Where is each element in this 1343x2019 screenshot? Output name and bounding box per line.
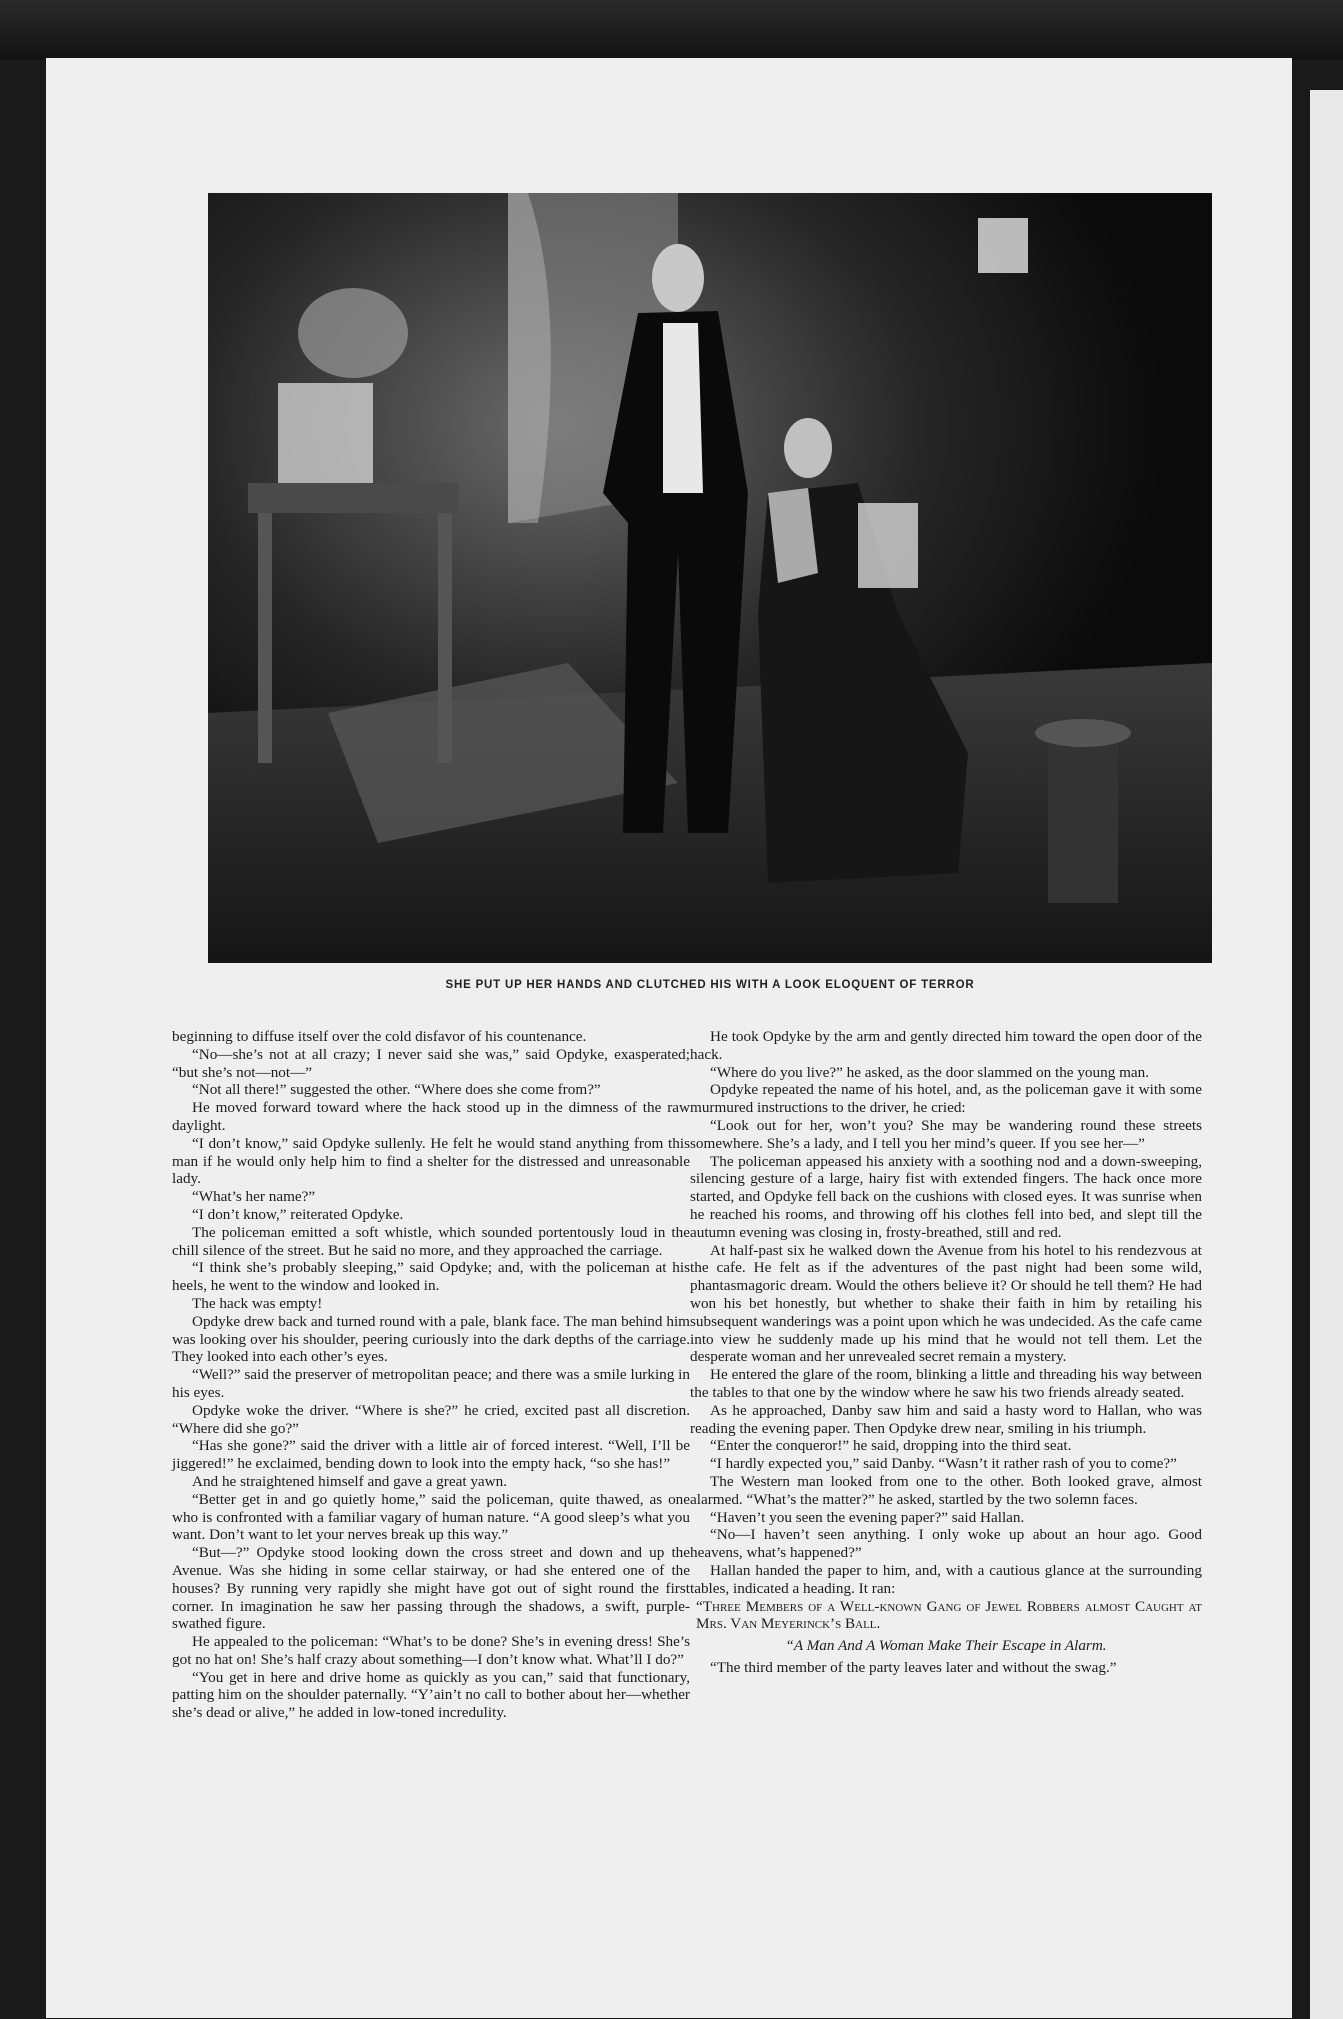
paragraph: “I don’t know,” reiterated Opdyke.: [192, 1205, 404, 1223]
paragraph: “But—?” Opdyke stood looking down the cross street and down and up the Avenue. Was she hiding in some cellar stairway, or had she entered one of the houses? By running very rapidly she might have got out of sight round the first corner. In imagination he saw her passing through the shadows, a swift, purple-swathed figure.: [172, 1544, 690, 1633]
left-column: [172, 1028, 690, 1722]
paragraph: The policeman emitted a soft whistle, which sounded portentously loud in the chill silence of the street. But he said no more, and they approached the carriage.: [172, 1223, 690, 1259]
paragraph: “The third member of the party leaves later and without the swag.”: [710, 1658, 1117, 1676]
paragraph: “Enter the conqueror!” he said, dropping into the third seat.: [710, 1437, 1072, 1455]
paragraph: “What’s her name?”: [192, 1188, 316, 1206]
paragraph: “I hardly expected you,” said Danby. “Wasn’t it rather rash of you to come?”: [710, 1455, 1177, 1473]
paragraph: beginning to diffuse itself over the cold disfavor of his countenance.: [172, 1028, 587, 1045]
paragraph: He appealed to the policeman: “What’s to be done? She’s in evening dress! She’s got no hat on! She’s half crazy about something—I don’t know what. What’ll I do?”: [172, 1633, 690, 1668]
paragraph: “I don’t know,” said Opdyke sullenly. He felt he would stand anything from this man if he would only help him to find a shelter for the distressed and unreasonable lady.: [172, 1134, 690, 1188]
paragraph: “No—I haven’t seen anything. I only woke up about an hour ago. Good heavens, what’s happened?”: [690, 1526, 1202, 1562]
paragraph: The policeman appeased his anxiety with a soothing nod and a down-sweeping, silencing gesture of a large, hairy fist with extended fingers. The hack once more started, and Opdyke fell back on the cushions with closed eyes. It was sunrise when he reached his rooms, and throwing off his clothes fell into bed, and slept till the autumn evening was closing in, frosty-breathed, still and red.: [690, 1152, 1202, 1241]
paragraph: “Well?” said the preserver of metropolitan peace; and there was a smile lurking in his eyes.: [172, 1366, 690, 1401]
paragraph: “Haven’t you seen the evening paper?” said Hallan.: [710, 1508, 1025, 1526]
newspaper-headline: “Three Members of a Well-known Gang of Jewel Robbers almost Caught at Mrs. Van Meyerinck’s Ball.: [696, 1597, 1202, 1633]
paragraph: “Where do you live?” he asked, as the door slammed on the young man.: [710, 1063, 1150, 1081]
scan-border: [0, 0, 1343, 60]
paragraph: “Better get in and go quietly home,” said the policeman, quite thawed, as one who is confronted with a familiar vagary of human nature. “A good sleep’s what you want. Don’t want to let your nerves break up this way.”: [172, 1490, 690, 1544]
paragraph: The hack was empty!: [192, 1294, 323, 1312]
illustration-man-and-woman-icon: [208, 193, 1212, 963]
paragraph: He moved forward toward where the hack stood up in the dimness of the raw daylight.: [172, 1099, 690, 1134]
paragraph: “Look out for her, won’t you? She may be wandering round these streets somewhere. She’s a lady, and I tell you her mind’s queer. If you see her—”: [690, 1116, 1202, 1152]
paragraph: As he approached, Danby saw him and said a hasty word to Hallan, who was reading the evening paper. Then Opdyke drew near, smiling in his triumph.: [690, 1401, 1202, 1437]
paragraph: “Has she gone?” said the driver with a little air of forced interest. “Well, I’ll be jiggered!” he exclaimed, bending down to look into the empty hack, “so she has!”: [172, 1437, 690, 1473]
paragraph: “Not all there!” suggested the other. “Where does she come from?”: [192, 1081, 601, 1099]
right-column: [690, 1028, 1202, 1677]
paragraph: “No—she’s not at all crazy; I never said she was,” said Opdyke, exasperated; “but she’s not—not—”: [172, 1045, 690, 1081]
paragraph: “You get in here and drive home as quickly as you can,” said that functionary, patting him on the shoulder paternally. “Y’ain’t no call to bother about her—whether she’s dead or alive,” he added in low-toned incredulity.: [172, 1668, 690, 1722]
paragraph: At half-past six he walked down the Avenue from his hotel to his rendezvous at the cafe. He felt as if the adventures of the past night had been some wild, phantasmagoric dream. Would the others believe it? Or should he tell them? He had won his bet honestly, but whether to shake their faith in him by retailing his subsequent wanderings was a point upon which he was undecided. As the cafe came into view he suddenly made up his mind that he would not tell them. Let the desperate woman and her unrevealed secret remain a mystery.: [690, 1241, 1203, 1366]
paragraph: Opdyke drew back and turned round with a pale, blank face. The man behind him was looking over his shoulder, peering curiously into the dark depths of the carriage. They looked into each other’s eyes.: [172, 1312, 690, 1366]
paragraph: He entered the glare of the room, blinking a little and threading his way between the tables to that one by the window where he saw his two friends already seated.: [690, 1366, 1202, 1401]
paragraph: Opdyke woke the driver. “Where is she?” he cried, excited past all discretion. “Where did she go?”: [172, 1401, 690, 1437]
paragraph: Hallan handed the paper to him, and, with a cautious glance at the surrounding tables, indicated a heading. It ran:: [690, 1561, 1202, 1597]
newspaper-subhead: “A Man And A Woman Make Their Escape in Alarm.: [785, 1637, 1107, 1655]
paragraph: And he straightened himself and gave a great yawn.: [192, 1472, 508, 1490]
paragraph: “I think she’s probably sleeping,” said Opdyke; and, with the policeman at his heels, he went to the window and looked in.: [172, 1259, 690, 1295]
illustration-caption: SHE PUT UP HER HANDS AND CLUTCHED HIS WITH A LOOK ELOQUENT OF TERROR: [445, 979, 975, 991]
paragraph: He took Opdyke by the arm and gently directed him toward the open door of the hack.: [690, 1028, 1202, 1063]
paragraph: Opdyke repeated the name of his hotel, and, as the policeman gave it with some murmured instructions to the driver, he cried:: [690, 1081, 1202, 1117]
paragraph: The Western man looked from one to the other. Both looked grave, almost alarmed. “What’s the matter?” he asked, startled by the two solemn faces.: [690, 1472, 1202, 1508]
adjacent-page-edge: [1310, 90, 1343, 2019]
illustration: [208, 193, 1212, 963]
